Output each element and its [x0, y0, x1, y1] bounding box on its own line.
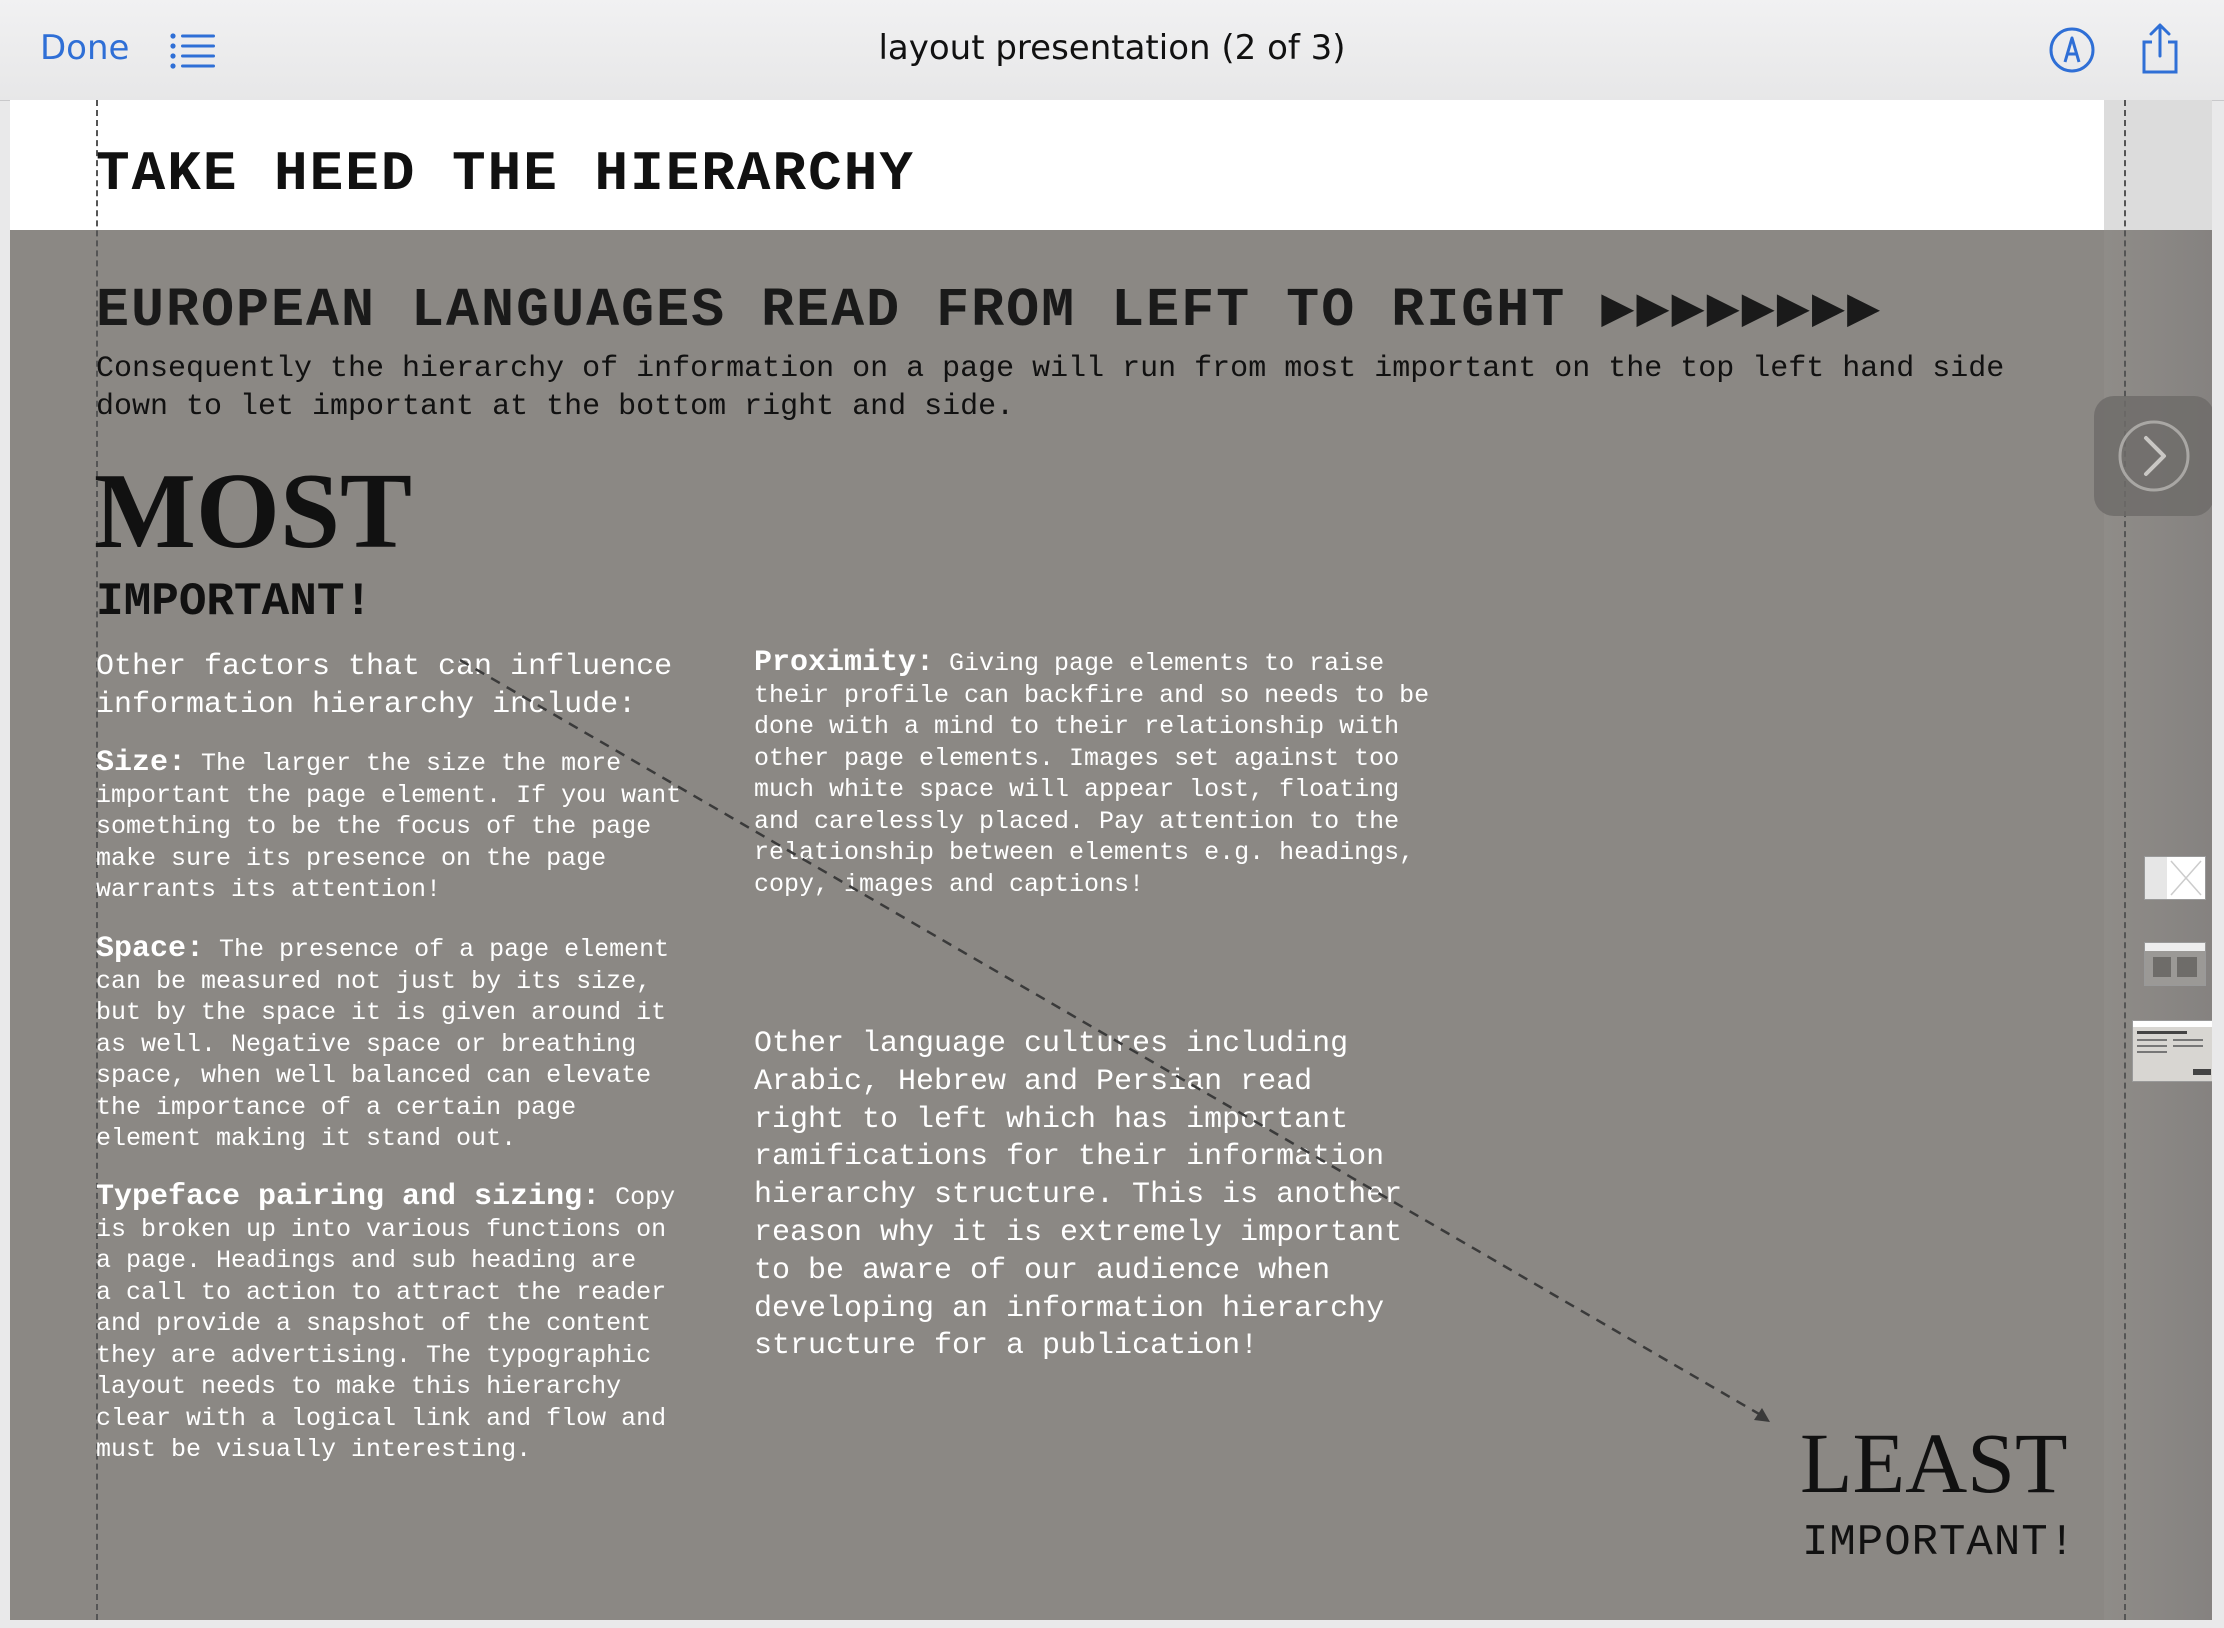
least-label: LEAST [1800, 1415, 2068, 1511]
slide-heading: TAKE HEED THE HIERARCHY [96, 142, 915, 206]
slide-subtext: Consequently the hierarchy of information on a page will run from most important on the top left hand side down to let important at the bottom right and side. [96, 352, 2005, 424]
slide-page [10, 100, 2212, 1620]
size-text: The larger the size the more important the page element. If you want something to be the focus of the page make sure its presence on the page warrants its attention! [96, 749, 682, 904]
proximity-text: Giving page elements to raise their profile can backfire and so needs to be done with a mind to their relationship with other page elements. Images set against too much white space will appear lost, floating and carelessly placed. Pay attention to the relationship between elements e.g. headings, copy, images and captions! [754, 649, 1430, 899]
done-button[interactable]: Done [40, 28, 130, 68]
most-label: MOST [94, 452, 413, 571]
hierarchy-arrow [10, 100, 2212, 1620]
next-slide-button[interactable] [2094, 396, 2212, 516]
thumbnail-preview-icon [2145, 857, 2205, 899]
size-lead: Size: [96, 746, 187, 780]
markup-icon[interactable] [2048, 26, 2096, 74]
toolbar [0, 0, 2224, 101]
factors-intro: Other factors that can influence information hierarchy include: [96, 650, 673, 722]
share-icon[interactable] [2138, 22, 2182, 76]
space-text: The presence of a page element can be measured not just by its size, but by the space it is given around it as well. Negative space or breathing space, when well balanced can elevate the importance of a certain page element making it stand out. [96, 935, 670, 1153]
space-lead: Space: [96, 932, 205, 966]
other-cultures-paragraph: Other language cultures including Arabic, Hebrew and Persian read right to left which has important ramifications for their information hierarchy structure. This is another reason why it is extremely important to be aware of our audience when developing an information hierarchy structure for a publication! [754, 1027, 1403, 1364]
thumbnail-preview-icon [2145, 943, 2205, 985]
page-thumbnail-3[interactable] [2132, 1020, 2212, 1082]
page-thumbnail-2[interactable] [2144, 942, 2206, 986]
thumbnail-preview-icon [2133, 1021, 2212, 1081]
most-important-label: IMPORTANT! [96, 576, 373, 628]
least-important-label: IMPORTANT! [1802, 1518, 2077, 1568]
proximity-lead: Proximity: [754, 646, 935, 680]
typeface-text: Copy is broken up into various functions on a page. Headings and sub heading are a call to action to attract the reader and provide a snapshot of the content they are advertising. The typographic layout needs to make this hierarchy clear with a logical link and flow and must be visually interesting. [96, 1183, 676, 1464]
slide-subheading: EUROPEAN LANGUAGES READ FROM LEFT TO RIGHT ▶▶▶▶▶▶▶▶ [96, 279, 1883, 342]
chevron-right-icon [2116, 418, 2192, 494]
page-thumbnail-1[interactable] [2144, 856, 2206, 900]
typeface-lead: Typeface pairing and sizing: [96, 1180, 601, 1214]
document-title: layout presentation (2 of 3) [878, 28, 1346, 68]
